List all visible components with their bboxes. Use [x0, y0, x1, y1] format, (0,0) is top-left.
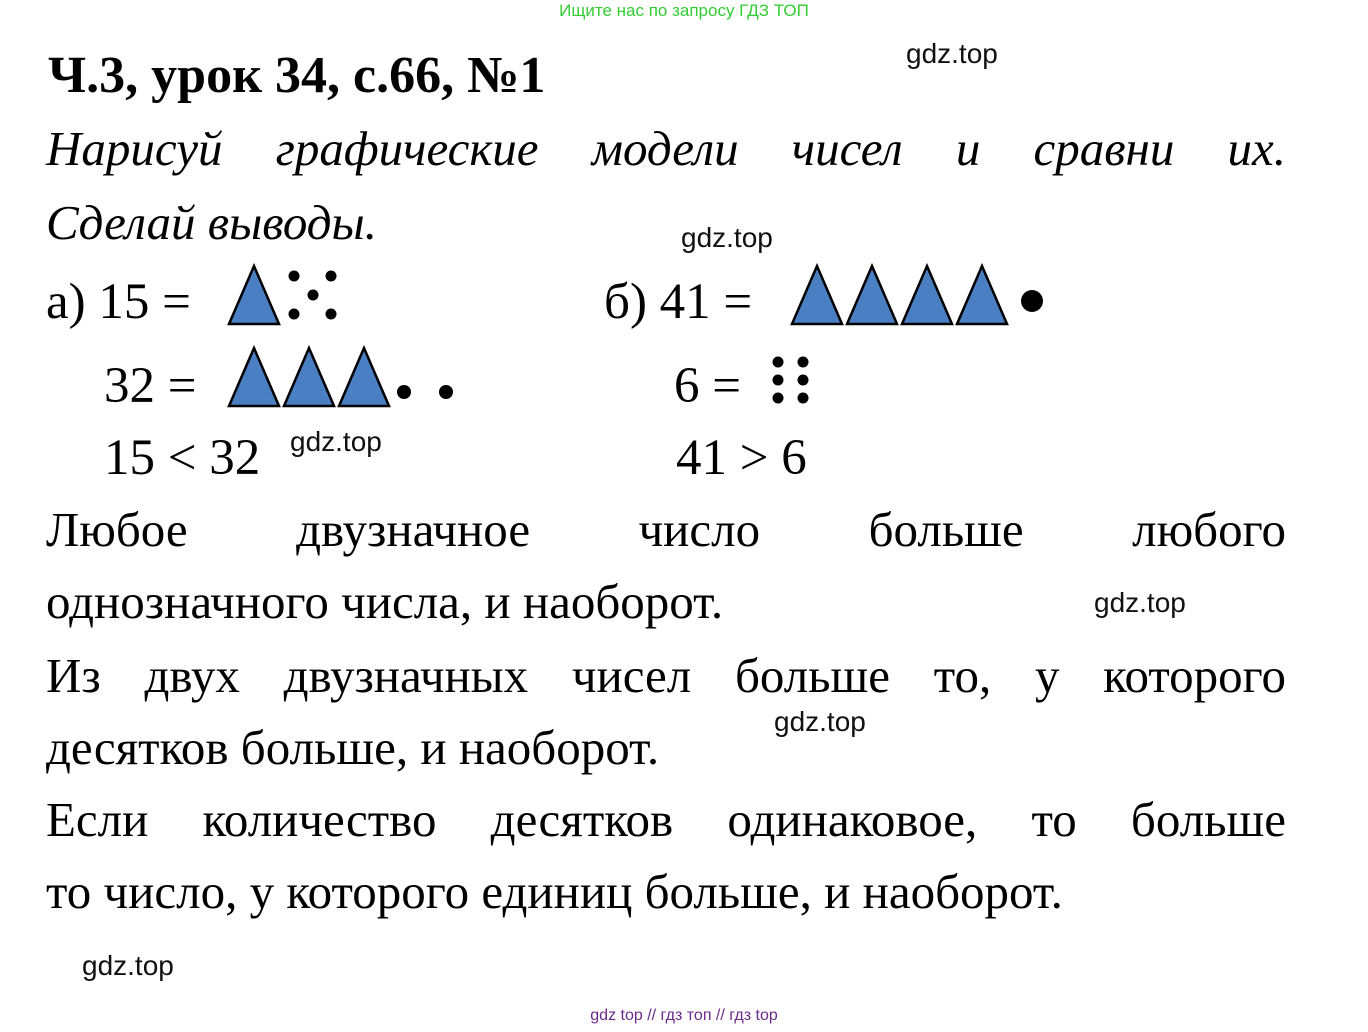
- unit-dot: [326, 271, 337, 282]
- conclusion-3-line-2: то число, у которого единиц больше, и наоборот.: [46, 864, 1063, 919]
- unit-dot: [397, 385, 411, 399]
- conclusion-1-line-1: Любое двузначное число больше любого: [46, 502, 1286, 557]
- watermark: gdz.top: [681, 222, 773, 253]
- ten-triangle-icon: [229, 266, 279, 324]
- conclusion-3-line-1: Если количество десятков одинаковое, то больше: [46, 792, 1286, 847]
- part-b-row-2-label: 6 =: [674, 358, 742, 414]
- model-32: [226, 344, 466, 410]
- part-a-comparison: 15 < 32: [104, 430, 261, 486]
- conclusion-2-line-1: Из двух двузначных чисел больше то, у которого: [46, 648, 1286, 703]
- ten-triangle-icon: [229, 348, 279, 406]
- unit-dot: [798, 357, 809, 368]
- unit-dot: [773, 375, 784, 386]
- model-41: [789, 262, 1059, 328]
- unit-dot: [1021, 290, 1043, 312]
- unit-dot: [773, 393, 784, 404]
- unit-dot: [289, 309, 300, 320]
- ten-triangle-icon: [792, 266, 842, 324]
- model-6: [768, 352, 818, 412]
- page-title: Ч.3, урок 34, с.66, №1: [48, 47, 546, 104]
- part-b-comparison: 41 > 6: [676, 430, 807, 486]
- conclusion-2-line-2: десятков больше, и наоборот.: [46, 720, 660, 775]
- unit-dot: [308, 290, 319, 301]
- unit-dot: [798, 393, 809, 404]
- part-a-row-1-label: а) 15 =: [46, 274, 191, 330]
- unit-dot: [798, 375, 809, 386]
- watermark: gdz.top: [82, 950, 174, 981]
- ten-triangle-icon: [339, 348, 389, 406]
- watermark: gdz.top: [290, 426, 382, 457]
- ten-triangle-icon: [847, 266, 897, 324]
- part-b-row-1-label: б) 41 =: [604, 274, 753, 330]
- ten-triangle-icon: [902, 266, 952, 324]
- watermark: gdz.top: [906, 38, 998, 69]
- ten-triangle-icon: [284, 348, 334, 406]
- part-a-row-2-label: 32 =: [104, 358, 197, 414]
- task-line-1: Нарисуй графические модели чисел и сравни их.: [46, 121, 1286, 176]
- unit-dot: [289, 271, 300, 282]
- unit-dot: [773, 357, 784, 368]
- conclusion-1-line-2: однозначного числа, и наоборот.: [46, 574, 724, 629]
- task-line-2: Сделай выводы.: [46, 195, 377, 250]
- model-15: [226, 262, 346, 328]
- search-banner: Ищите нас по запросу ГДЗ ТОП: [559, 1, 809, 20]
- unit-dot: [326, 309, 337, 320]
- unit-dot: [439, 385, 453, 399]
- watermark: gdz.top: [774, 706, 866, 737]
- watermark: gdz.top: [1094, 587, 1186, 618]
- footer-links: gdz top // гдз топ // гдз top: [590, 1007, 778, 1024]
- ten-triangle-icon: [957, 266, 1007, 324]
